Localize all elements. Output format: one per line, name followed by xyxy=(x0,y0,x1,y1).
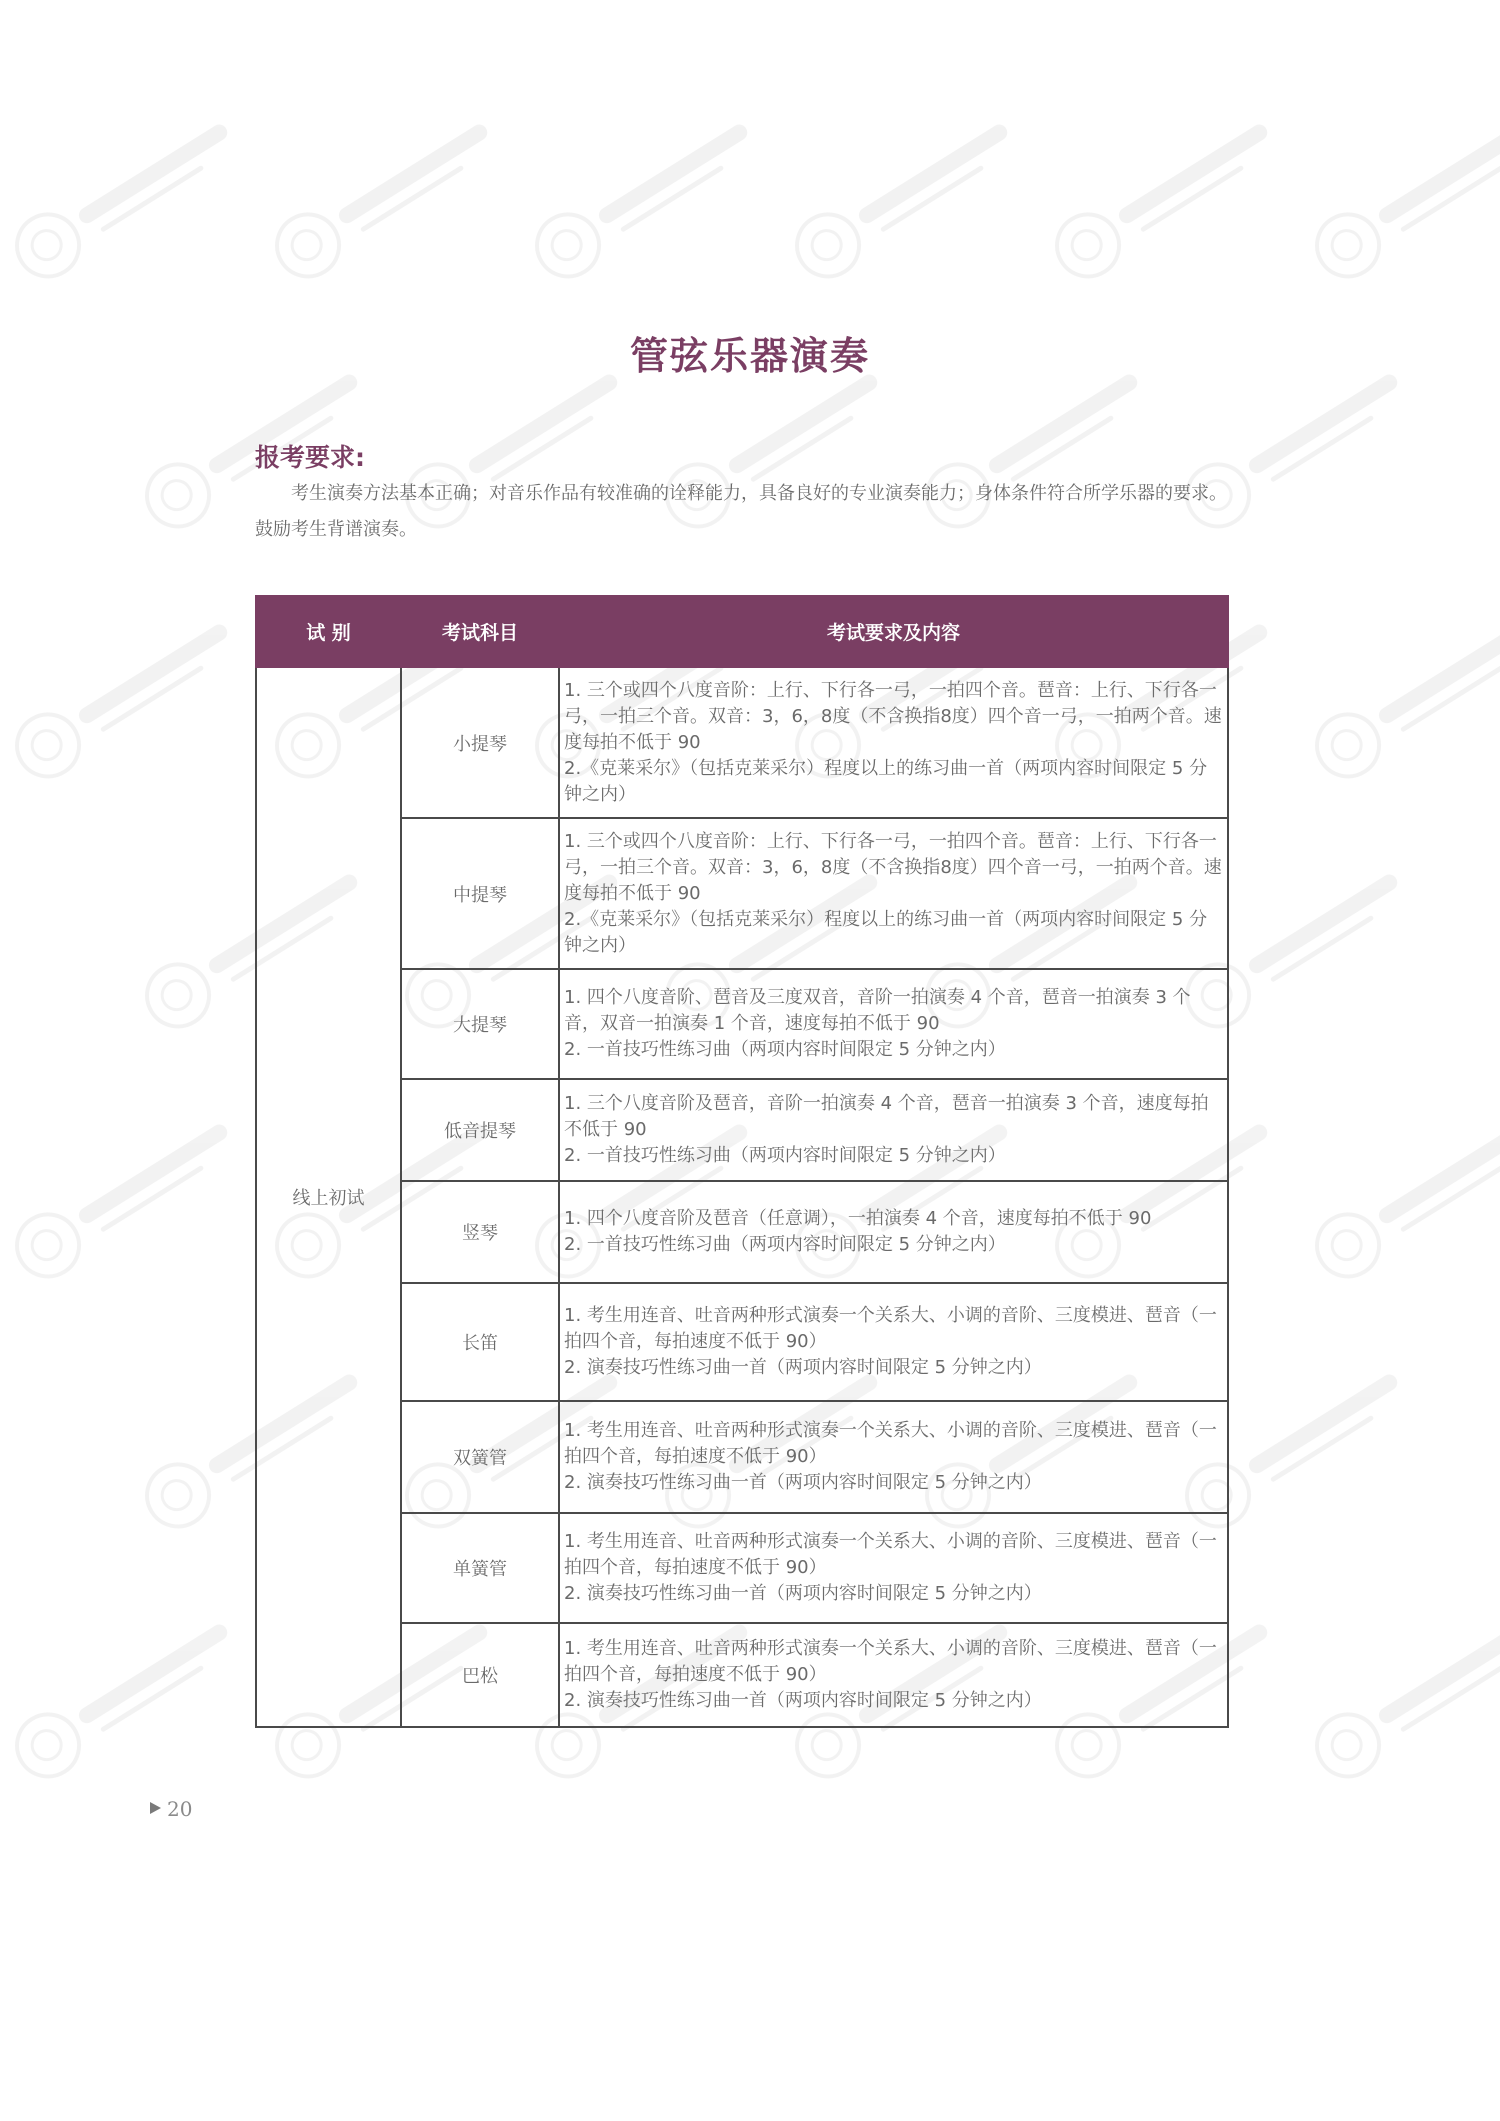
table-row xyxy=(256,818,1228,969)
content-line: 2. 一首技巧性练习曲（两项内容时间限定 5 分钟之内） xyxy=(564,1234,1006,1255)
subject-cell: 长笛 xyxy=(401,1283,559,1401)
content-line: 1. 四个八度音阶及琶音（任意调），一拍演奏 4 个音，速度每拍不低于 90 xyxy=(564,1208,1152,1229)
seal-watermark-icon xyxy=(0,1591,255,1800)
header-content: 考试要求及内容 xyxy=(559,596,1228,667)
content-cell xyxy=(559,1513,1228,1623)
content-line: 1. 四个八度音阶、琶音及三度双音，音阶一拍演奏 4 个音，琶音一拍演奏 3 个音，双音一拍演奏 1 个音，速度每拍不低于 90 xyxy=(564,987,1191,1034)
content-cell xyxy=(559,667,1228,818)
subject-cell: 巴松 xyxy=(401,1623,559,1727)
seal-watermark-icon xyxy=(1295,1591,1500,1800)
subject-cell: 竖琴 xyxy=(401,1181,559,1283)
seal-watermark-icon xyxy=(515,91,775,300)
content-line: 2. 演奏技巧性练习曲一首（两项内容时间限定 5 分钟之内） xyxy=(564,1472,1042,1493)
page-number xyxy=(150,1797,192,1821)
table-header-row xyxy=(256,596,1228,667)
seal-watermark-icon xyxy=(0,91,255,300)
seal-watermark-icon xyxy=(0,591,255,800)
content-line: 2. 演奏技巧性练习曲一首（两项内容时间限定 5 分钟之内） xyxy=(564,1357,1042,1378)
page-title: 管弦乐器演奏 xyxy=(629,334,870,378)
content-line: 2. 演奏技巧性练习曲一首（两项内容时间限定 5 分钟之内） xyxy=(564,1583,1042,1604)
requirements-heading: 报考要求: xyxy=(255,443,365,472)
content-line: 1. 考生用连音、吐音两种形式演奏一个关系大、小调的音阶、三度模进、琶音（一拍四个音，每拍速度不低于 90） xyxy=(564,1420,1217,1467)
page-number-text: 20 xyxy=(167,1797,193,1821)
header-round: 试 别 xyxy=(256,596,401,667)
seal-watermark-icon xyxy=(255,91,515,300)
triangle-right-icon xyxy=(150,1802,161,1814)
content-line: 1. 三个八度音阶及琶音，音阶一拍演奏 4 个音，琶音一拍演奏 3 个音，速度每拍不低于 90 xyxy=(564,1093,1209,1140)
content-cell xyxy=(559,818,1228,969)
table-row xyxy=(256,1401,1228,1513)
content-line: 2. 演奏技巧性练习曲一首（两项内容时间限定 5 分钟之内） xyxy=(564,1690,1042,1711)
subject-cell: 中提琴 xyxy=(401,818,559,969)
subject-cell: 单簧管 xyxy=(401,1513,559,1623)
content-cell xyxy=(559,1181,1228,1283)
content-line: 2.《克莱采尔》（包括克莱采尔）程度以上的练习曲一首（两项内容时间限定 5 分钟之内） xyxy=(564,908,1208,956)
table-row xyxy=(256,1283,1228,1401)
table-row xyxy=(256,667,1228,818)
content-line: 1. 考生用连音、吐音两种形式演奏一个关系大、小调的音阶、三度模进、琶音（一拍四个音，每拍速度不低于 90） xyxy=(564,1531,1217,1578)
content-line: 2. 一首技巧性练习曲（两项内容时间限定 5 分钟之内） xyxy=(564,1145,1006,1166)
content-line: 1. 三个或四个八度音阶：上行、下行各一弓，一拍四个音。琶音：上行、下行各一弓，一拍三个音。双音：3，6，8度（不含换指8度）四个音一弓，一拍两个音。速度每拍不低于 90 xyxy=(564,830,1222,904)
seal-watermark-icon xyxy=(1295,91,1500,300)
content-line: 1. 考生用连音、吐音两种形式演奏一个关系大、小调的音阶、三度模进、琶音（一拍四个音，每拍速度不低于 90） xyxy=(564,1638,1217,1685)
subject-cell: 双簧管 xyxy=(401,1401,559,1513)
content-cell xyxy=(559,1401,1228,1513)
table-row xyxy=(256,1513,1228,1623)
table-row xyxy=(256,969,1228,1079)
content-line: 1. 三个或四个八度音阶：上行、下行各一弓，一拍四个音。琶音：上行、下行各一弓，一拍三个音。双音：3，6，8度（不含换指8度）四个音一弓，一拍两个音。速度每拍不低于 90 xyxy=(564,679,1222,753)
seal-watermark-icon xyxy=(775,91,1035,300)
table-row xyxy=(256,1181,1228,1283)
round-cell: 线上初试 xyxy=(256,667,401,1727)
content-cell xyxy=(559,1283,1228,1401)
content-cell xyxy=(559,969,1228,1079)
seal-watermark-icon xyxy=(1295,591,1500,800)
seal-watermark-icon xyxy=(1295,1091,1500,1300)
subject-cell: 低音提琴 xyxy=(401,1079,559,1181)
content-line: 2. 一首技巧性练习曲（两项内容时间限定 5 分钟之内） xyxy=(564,1039,1006,1060)
seal-watermark-icon xyxy=(1035,91,1295,300)
table-row xyxy=(256,1623,1228,1727)
subject-cell: 小提琴 xyxy=(401,667,559,818)
requirements-body: 考生演奏方法基本正确；对音乐作品有较准确的诠释能力，具备良好的专业演奏能力；身体条件符合所学乐器的要求。鼓励考生背谱演奏。 xyxy=(255,483,1227,540)
header-subject: 考试科目 xyxy=(401,596,559,667)
subject-cell: 大提琴 xyxy=(401,969,559,1079)
content-line: 1. 考生用连音、吐音两种形式演奏一个关系大、小调的音阶、三度模进、琶音（一拍四个音，每拍速度不低于 90） xyxy=(564,1305,1217,1352)
content-cell xyxy=(559,1623,1228,1727)
table-row xyxy=(256,1079,1228,1181)
content-line: 2.《克莱采尔》（包括克莱采尔）程度以上的练习曲一首（两项内容时间限定 5 分钟之内） xyxy=(564,757,1208,805)
exam-table xyxy=(255,595,1229,1728)
content-cell xyxy=(559,1079,1228,1181)
seal-watermark-icon xyxy=(0,1091,255,1300)
